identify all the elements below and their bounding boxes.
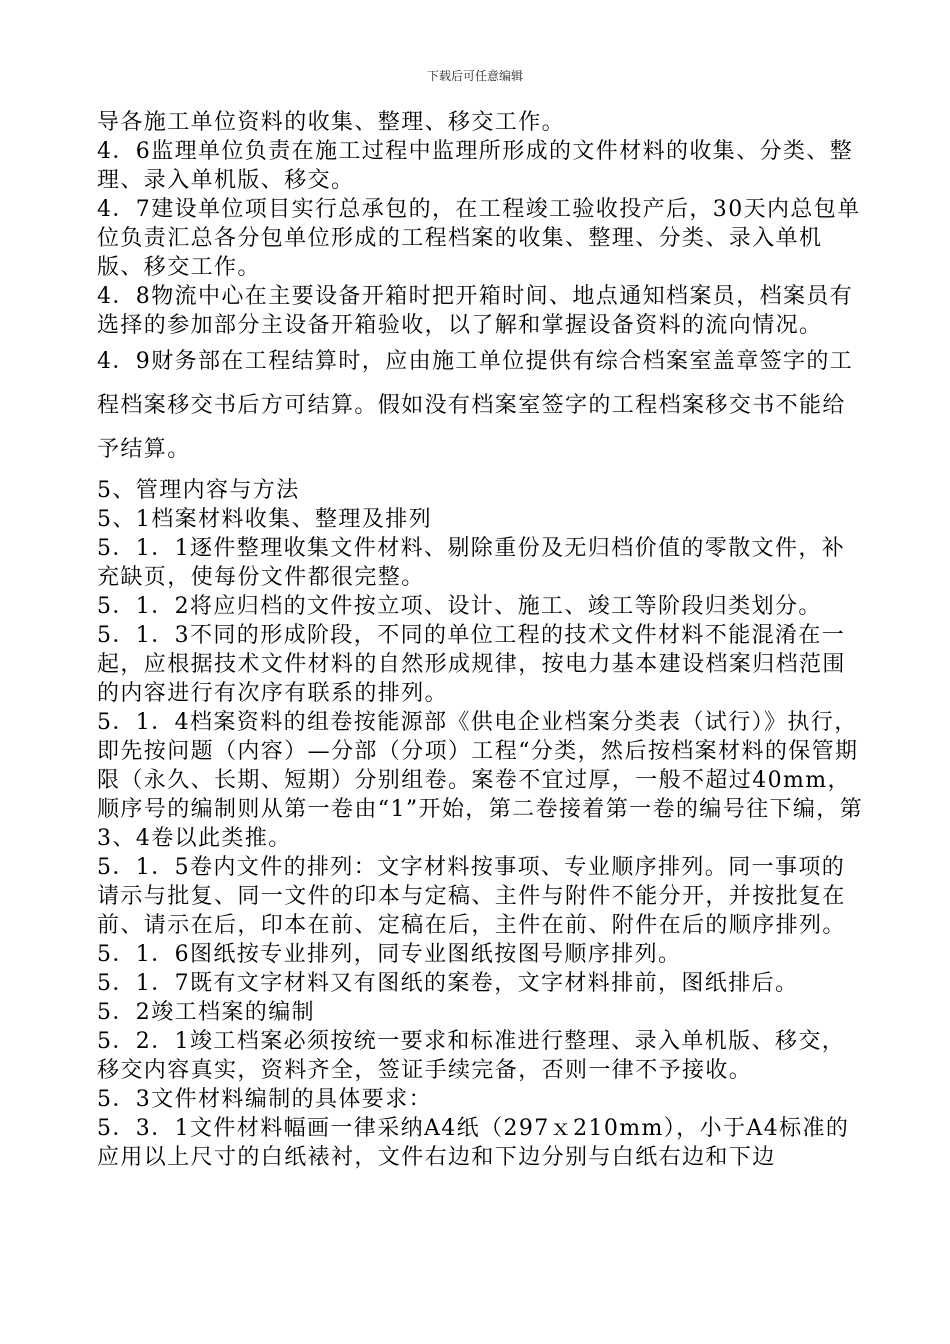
paragraph-4-8: 4．8物流中心在主要设备开箱时把开箱时间、地点通知档案员，档案员有选择的参加部分主设备开箱验收，以了解和掌握设备资料的流向情况。 [97, 284, 854, 338]
paragraph-5-1-5: 5．1．5卷内文件的排列：文字材料按事项、专业顺序排列。同一事项的请示与批复、同一文件的印本与定稿、主件与附件不能分开，并按批复在前、请示在后，印本在前、定稿在后，主件在前、附件在后的顺序排列。 [97, 855, 846, 938]
paragraph-4-9: 4．9财务部在工程结算时，应由施工单位提供有综合档案室盖章签字的工程档案移交书后方可结算。假如没有档案室签字的工程档案移交书不能给予结算。 [97, 349, 854, 462]
paragraph-5-1-4: 5．1．4档案资料的组卷按能源部《供电企业档案分类表（试行）》执行，即先按问题（内容）—分部（分项）工程“分类，然后按档案材料的保管期限（永久、长期、短期）分别组卷。案卷不宜过厚，一般不超过40mm，顺序号的编制则从第一卷由“1”开始，第二卷接着第一卷的编号往下编，第3、4卷以此类推。 [97, 710, 864, 851]
paragraph-5-1-2: 5．1．2将应归档的文件按立项、设计、施工、竣工等阶段归类划分。 [97, 594, 822, 619]
paragraph-5-1-1: 5．1．1逐件整理收集文件材料、剔除重份及无归档价值的零散文件，补充缺页，使每份文件都很完整。 [97, 536, 846, 590]
section-5-3-heading: 5．3文件材料编制的具体要求： [97, 1087, 432, 1112]
paragraph-4-6: 4．6监理单位负责在施工过程中监理所形成的文件材料的收集、分类、整理、录入单机版、移交。 [97, 139, 854, 193]
paragraph-5-2-1: 5．2．1竣工档案必须按统一要求和标准进行整理、录入单机版、移交，移交内容真实，资料齐全，签证手续完备，否则一律不予接收。 [97, 1029, 846, 1083]
section-5-1-heading: 5、1档案材料收集、整理及排列 [97, 507, 432, 532]
document-body [97, 108, 867, 1172]
paragraph-4-7: 4．7建设单位项目实行总承包的，在工程竣工验收投产后，30天内总包单位负责汇总各分包单位形成的工程档案的收集、整理、分类、录入单机版、移交工作。 [97, 197, 861, 280]
paragraph-5-1-6: 5．1．6图纸按专业排列，同专业图纸按图号顺序排列。 [97, 942, 682, 967]
paragraph-5-1-3: 5．1．3不同的形成阶段，不同的单位工程的技术文件材料不能混淆在一起，应根据技术文件材料的自然形成规律，按电力基本建设档案归档范围的内容进行有次序有联系的排列。 [97, 623, 846, 706]
paragraph-5-1-7: 5．1．7既有文字材料又有图纸的案卷，文字材料排前，图纸排后。 [97, 971, 799, 996]
page-header: 下载后可任意编辑 [426, 69, 523, 83]
section-5-2-heading: 5．2竣工档案的编制 [97, 1000, 315, 1025]
paragraph-continuation: 导各施工单位资料的收集、整理、移交工作。 [97, 110, 566, 135]
paragraph-5-3-1: 5．3．1文件材料幅画一律采纳A4纸（297ｘ210mm），小于A4标准的应用以上尺寸的白纸裱衬，文件右边和下边分别与白纸右边和下边 [97, 1116, 850, 1170]
section-5-heading: 5、管理内容与方法 [97, 478, 300, 503]
